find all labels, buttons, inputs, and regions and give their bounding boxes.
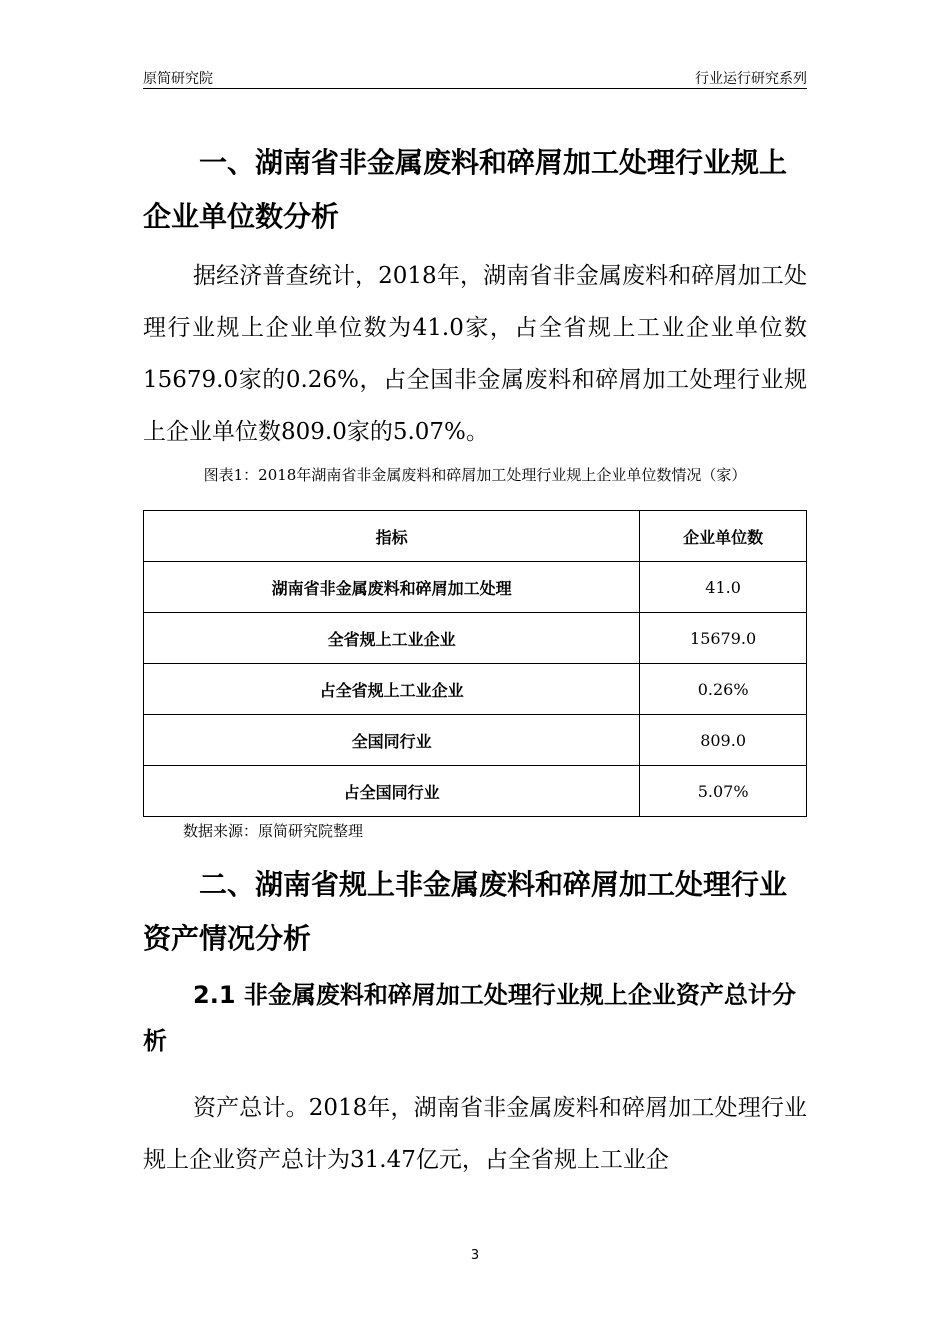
table-header-row <box>144 511 807 562</box>
table-cell-label: 湖南省非金属废料和碎屑加工处理 <box>144 562 640 613</box>
table-header-count: 企业单位数 <box>640 511 807 562</box>
table-row <box>144 715 807 766</box>
enterprise-count-table <box>143 510 807 817</box>
table-cell-value: 15679.0 <box>640 613 807 664</box>
table-cell-label: 全国同行业 <box>144 715 640 766</box>
table-cell-label: 占全国同行业 <box>144 766 640 817</box>
table-row <box>144 664 807 715</box>
page-header <box>143 62 807 89</box>
table-cell-label: 占全省规上工业企业 <box>144 664 640 715</box>
section-2-heading: 二、湖南省规上非金属废料和碎屑加工处理行业资产情况分析 <box>143 868 788 955</box>
table-source-note: 数据来源：原简研究院整理 <box>183 822 364 840</box>
table-cell-value: 5.07% <box>640 766 807 817</box>
table-header-indicator: 指标 <box>144 511 640 562</box>
table-caption: 图表1：2018年湖南省非金属废料和碎屑加工处理行业规上企业单位数情况（家） <box>203 466 747 484</box>
section-2-1-paragraph: 资产总计。2018年，湖南省非金属废料和碎屑加工处理行业规上企业资产总计为31.47亿元，占全省规上工业企 <box>143 1095 807 1173</box>
header-org-name: 原简研究院 <box>143 71 213 87</box>
page-number: 3 <box>470 1248 480 1263</box>
table-cell-value: 0.26% <box>640 664 807 715</box>
section-1-heading: 一、湖南省非金属废料和碎屑加工处理行业规上企业单位数分析 <box>143 146 788 233</box>
header-series-name: 行业运行研究系列 <box>695 71 807 87</box>
table-cell-label: 全省规上工业企业 <box>144 613 640 664</box>
table-cell-value: 809.0 <box>640 715 807 766</box>
section-1-paragraph: 据经济普查统计，2018年，湖南省非金属废料和碎屑加工处理行业规上企业单位数为41.0家，占全省规上工业企业单位数15679.0家的0.26%，占全国非金属废料和碎屑加工处理行业规上企业单位数809.0家的5.07%。 <box>143 263 807 445</box>
section-2-1-subheading: 2.1 非金属废料和碎屑加工处理行业规上企业资产总计分析 <box>143 981 796 1055</box>
table-row <box>144 766 807 817</box>
table-row <box>144 613 807 664</box>
table-row <box>144 562 807 613</box>
table-cell-value: 41.0 <box>640 562 807 613</box>
